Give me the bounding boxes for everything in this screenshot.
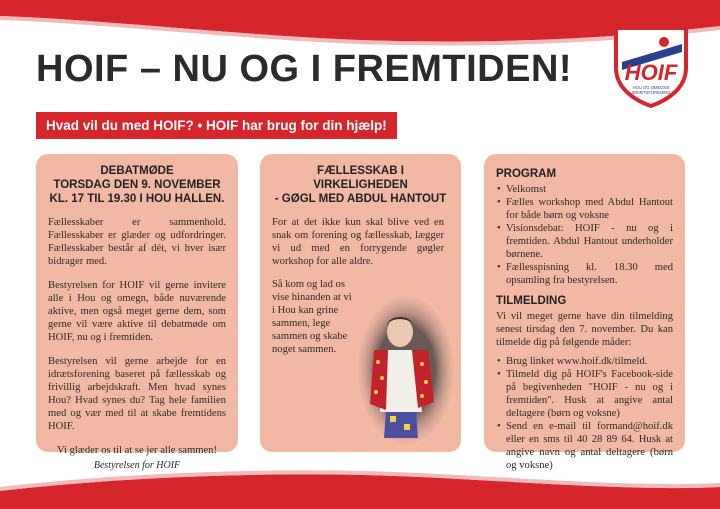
- debat-paragraph: Bestyrelsen for HOIF vil gerne invitere alle i Hou og omegn, både nuværende aktive, men også meget gerne dem, som gerne vil være aktive til debatmøde om HOIF, nu og i fremtiden.: [48, 280, 226, 343]
- list-item: • Tilmeld dig på HOIF's Facebook-side på begivenheden "HOIF - nu og i fremtiden". Husk at angive antal deltagere (børn og voksne): [506, 368, 673, 420]
- list-item: • Fællesspisning kl. 18.30 med opsamling fra bestyrelsen.: [506, 261, 673, 287]
- closing-line: Vi glæder os til at se jer alle sammen!: [57, 445, 217, 456]
- red-banner: Hvad vil du med HOIF? • HOIF har brug for din hjælp!: [36, 112, 397, 139]
- tilmelding-intro: Vi vil meget gerne have din tilmelding senest tirsdag den 7. november. Du kan tilmelde dig på følgende måder:: [496, 311, 673, 348]
- figure-icon: [659, 37, 669, 47]
- program-list: [496, 183, 673, 287]
- signature: Bestyrelsen for HOIF: [93, 460, 181, 471]
- page-title: HOIF – NU OG I FREMTIDEN!: [36, 48, 573, 90]
- list-item: • Visionsdebat: HOIF - nu og i fremtiden. Abdul Hantout underholder børnene.: [506, 222, 673, 261]
- performer-photo: [356, 292, 450, 444]
- debat-paragraph: Fællesskaber er sammenhold. Fællesskaber er glæder og udfordringer. Fællesskaber består af dét, vi hver især bidrager med.: [48, 217, 226, 267]
- program-card: [484, 154, 685, 471]
- faellesskab-paragraph: Så kom og lad os vise hinanden at vi i Hou kan grine sammen, lege sammen og skabe noget sammen.: [272, 279, 352, 355]
- faellesskab-paragraph: For at det ikke kun skal blive ved en snak om forening og fællesskab, lægger vi ud med en forrygende gøgler workshop for alle aldre.: [272, 217, 444, 267]
- debatmoede-card: [36, 154, 238, 471]
- list-item: • Send en e-mail til formand@hoif.dk eller en sms til 40 28 89 64. Husk at angive navn og antal deltagere (børn og voksne): [506, 420, 673, 472]
- debatmoede-heading: DEBATMØDE TORSDAG DEN 9. NOVEMBER KL. 17 TIL 19.30 I HOU HALLEN.: [49, 165, 225, 205]
- tilmelding-heading: TILMELDING: [496, 295, 567, 307]
- faellesskab-heading: FÆLLESSKAB I VIRKELIGHEDEN - GØGL MED ABDUL HANTOUT: [274, 165, 447, 205]
- bottom-wave-decoration: [0, 461, 720, 509]
- logo-text: HOIF: [624, 60, 678, 85]
- program-heading: PROGRAM: [496, 168, 557, 180]
- list-item: • Velkomst: [506, 183, 673, 196]
- list-item: • Brug linket www.hoif.dk/tilmeld.: [506, 355, 673, 368]
- hoif-logo: [612, 22, 690, 108]
- tilmelding-list: [496, 355, 673, 472]
- svg-text:IDRÆTSFORENING: IDRÆTSFORENING: [631, 90, 671, 95]
- list-item: • Fælles workshop med Abdul Hantout for både børn og voksne: [506, 196, 673, 222]
- debat-paragraph: Bestyrelsen vil gerne arbejde for en idrætsforening baseret på fællesskab og frivillig arbejdskraft. Men hvad synes Hou? Hvad synes du? Tag hele familien med og vær med til at skabe fremtidens HOIF.: [48, 356, 226, 432]
- faellesskab-card: [260, 154, 461, 452]
- svg-text:HOU OG OMEGNS: HOU OG OMEGNS: [632, 85, 670, 90]
